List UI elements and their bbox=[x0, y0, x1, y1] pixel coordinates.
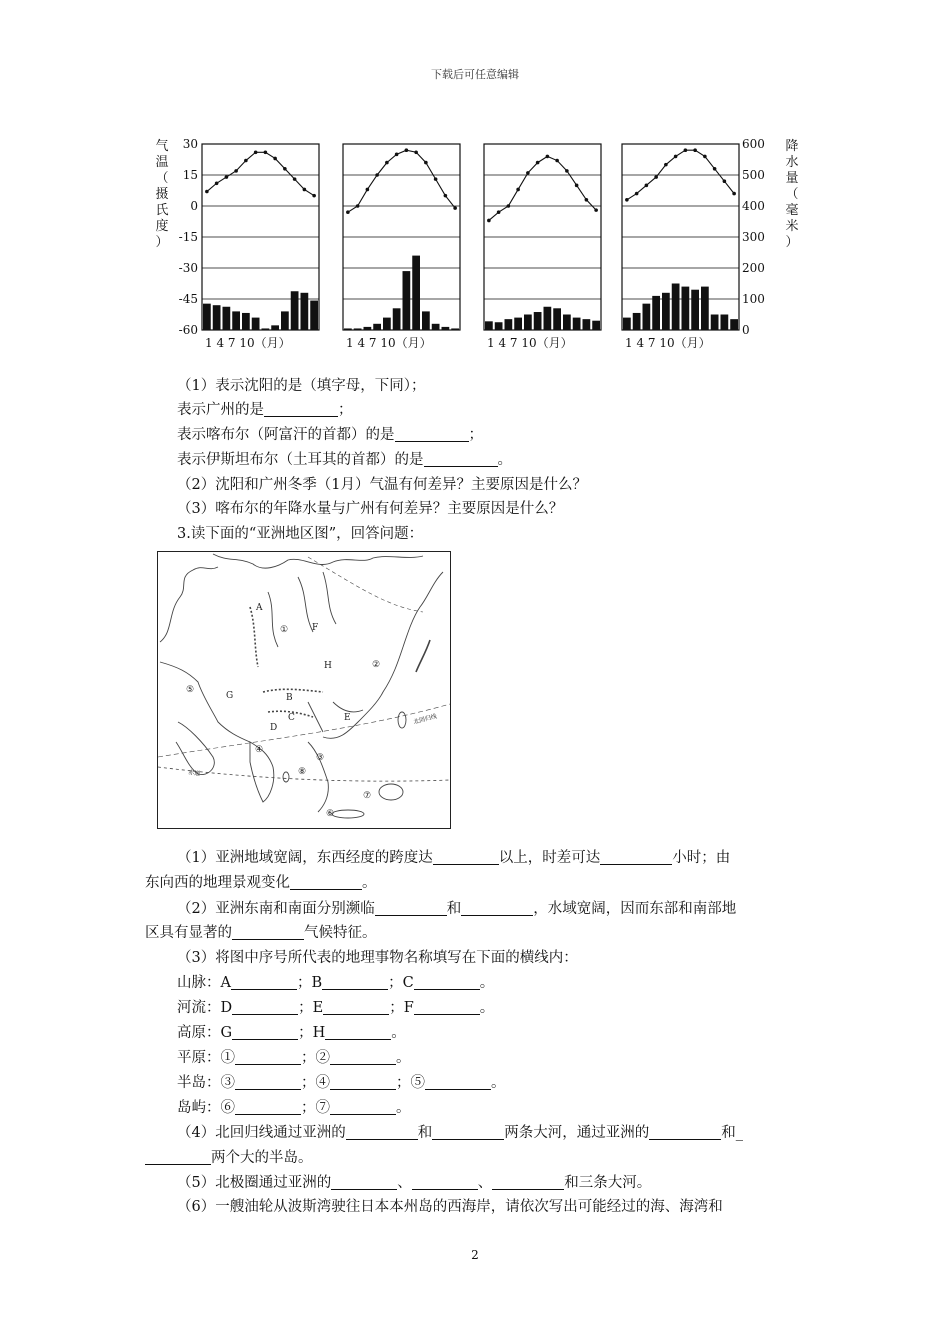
answer-blank[interactable] bbox=[235, 1048, 301, 1065]
q2-1: （1）表示沈阳的是（填字母，下同）； bbox=[177, 378, 426, 394]
precip-bar bbox=[403, 271, 411, 330]
temperature-point bbox=[434, 177, 438, 181]
temperature-point bbox=[536, 161, 540, 165]
q3-6: （6）一艘油轮从波斯湾驶往日本本州岛的西海岸，请依次写出可能经过的海、海湾和 bbox=[177, 1199, 723, 1215]
q3-title: 3.读下面的“亚洲地区图”，回答问题： bbox=[177, 526, 424, 542]
temperature-point bbox=[625, 198, 629, 202]
q3-1-line2: 东向西的地理景观变化 。 bbox=[145, 875, 377, 891]
precip-bar bbox=[495, 322, 503, 330]
temp-axis-title-char: ） bbox=[155, 235, 169, 250]
answer-blank[interactable] bbox=[649, 1123, 721, 1140]
precip-bar bbox=[432, 324, 440, 330]
precip-axis-title-char: ） bbox=[785, 235, 799, 250]
precip-axis-title-char: （ bbox=[785, 187, 799, 202]
answer-blank[interactable] bbox=[425, 1073, 491, 1090]
temperature-point bbox=[585, 198, 589, 202]
temperature-point bbox=[395, 153, 399, 157]
temperature-point bbox=[703, 155, 707, 159]
q3-plateaus: 高原：G ；H 。 bbox=[177, 1025, 406, 1041]
climate-charts bbox=[150, 130, 810, 360]
q3-4-line1: （4）北回归线通过亚洲的 和 两条大河，通过亚洲的 和_ bbox=[177, 1125, 743, 1141]
temperature-point bbox=[273, 157, 277, 161]
precip-bar bbox=[672, 284, 680, 331]
precip-bar bbox=[291, 291, 299, 330]
temperature-point bbox=[385, 161, 389, 165]
precip-bar bbox=[563, 315, 571, 331]
temperature-point bbox=[405, 148, 409, 152]
temperature-point bbox=[283, 167, 287, 171]
answer-blank[interactable] bbox=[264, 400, 338, 417]
q3-rivers: 河流：D ；E ；F 。 bbox=[177, 1000, 495, 1016]
precip-bar bbox=[232, 311, 240, 330]
answer-blank[interactable] bbox=[414, 973, 480, 990]
answer-blank[interactable] bbox=[414, 998, 480, 1015]
q2-2: （2）沈阳和广州冬季（1月）气温有何差异？主要原因是什么？ bbox=[177, 477, 587, 493]
temperature-point bbox=[693, 148, 697, 152]
precip-bar bbox=[354, 328, 362, 330]
precip-bar bbox=[262, 328, 270, 330]
answer-blank[interactable] bbox=[331, 1173, 397, 1190]
precip-bar bbox=[223, 307, 231, 330]
temp-tick-label: 30 bbox=[182, 137, 198, 151]
temperature-point bbox=[684, 148, 688, 152]
q3-islands: 岛屿：⑥ ；⑦ 。 bbox=[177, 1100, 411, 1116]
precip-bar bbox=[344, 328, 352, 330]
temperature-point bbox=[664, 163, 668, 167]
map-label-e: E bbox=[344, 713, 351, 723]
answer-blank[interactable] bbox=[232, 1023, 298, 1040]
temperature-point bbox=[645, 184, 649, 188]
q3-mountains: 山脉：A ；B ；C 。 bbox=[177, 975, 495, 991]
precip-bar bbox=[364, 327, 372, 330]
answer-blank[interactable] bbox=[395, 425, 469, 442]
temperature-point bbox=[713, 167, 717, 171]
temperature-point bbox=[293, 177, 297, 181]
answer-blank[interactable] bbox=[322, 973, 388, 990]
temperature-point bbox=[215, 181, 219, 185]
temperature-point bbox=[674, 155, 678, 159]
precip-bar bbox=[592, 321, 600, 330]
temperature-point bbox=[346, 210, 350, 214]
temperature-point bbox=[424, 161, 428, 165]
answer-blank[interactable] bbox=[375, 899, 447, 916]
answer-blank[interactable] bbox=[330, 1098, 396, 1115]
precip-tick-label: 300 bbox=[742, 230, 765, 244]
precip-bar bbox=[485, 321, 493, 330]
temperature-point bbox=[225, 175, 229, 179]
answer-blank[interactable] bbox=[145, 1148, 211, 1165]
month-axis-label: 1 4 7 10（月） bbox=[205, 336, 291, 350]
temperature-point bbox=[414, 150, 418, 154]
precip-tick-label: 600 bbox=[742, 137, 765, 151]
page-header: 下载后可任意编辑 bbox=[431, 68, 519, 81]
answer-blank[interactable] bbox=[235, 1098, 301, 1115]
precip-bar bbox=[662, 293, 670, 330]
precip-bar bbox=[242, 313, 250, 330]
precip-bar bbox=[422, 311, 430, 330]
answer-blank[interactable] bbox=[235, 1073, 301, 1090]
month-axis-label: 1 4 7 10（月） bbox=[625, 336, 711, 350]
tropic-label: 北回归线 bbox=[412, 712, 438, 726]
precip-bar bbox=[383, 318, 391, 330]
precip-bar bbox=[514, 318, 522, 330]
precip-bar bbox=[213, 305, 221, 330]
answer-blank[interactable] bbox=[412, 1173, 478, 1190]
answer-blank[interactable] bbox=[323, 998, 389, 1015]
precip-bar bbox=[271, 325, 279, 330]
temperature-point bbox=[732, 192, 736, 196]
temperature-point bbox=[635, 192, 639, 196]
temperature-point bbox=[244, 159, 248, 163]
q2-kabul: 表示喀布尔（阿富汗的首都）的是 ； bbox=[177, 427, 483, 443]
answer-blank[interactable] bbox=[461, 899, 533, 916]
answer-blank[interactable] bbox=[232, 998, 298, 1015]
temperature-point bbox=[453, 206, 457, 210]
precip-bar bbox=[451, 328, 459, 330]
q2-istanbul: 表示伊斯坦布尔（土耳其的首都）的是 。 bbox=[177, 452, 512, 468]
temperature-point bbox=[565, 169, 569, 173]
answer-blank[interactable] bbox=[325, 1023, 391, 1040]
temperature-point bbox=[526, 171, 530, 175]
answer-blank[interactable] bbox=[424, 450, 498, 467]
precip-axis-title-char: 降 bbox=[785, 139, 799, 154]
temperature-point bbox=[375, 173, 379, 177]
month-axis-label: 1 4 7 10（月） bbox=[487, 336, 573, 350]
temperature-point bbox=[444, 194, 448, 198]
precip-bar bbox=[281, 311, 289, 330]
temperature-line bbox=[207, 152, 314, 195]
precip-axis-title-char: 米 bbox=[785, 219, 799, 234]
precip-bar bbox=[373, 324, 381, 330]
map-label-7: ⑦ bbox=[363, 791, 372, 801]
precip-bar bbox=[633, 313, 641, 330]
temperature-point bbox=[366, 188, 370, 192]
q3-3: （3）将图中序号所代表的地理事物名称填写在下面的横线内： bbox=[177, 950, 578, 966]
temperature-point bbox=[205, 190, 209, 194]
precip-bar bbox=[252, 318, 260, 330]
q3-4-line2: 两个大的半岛。 bbox=[145, 1146, 313, 1170]
temp-axis-title-char: （ bbox=[155, 171, 169, 186]
temperature-point bbox=[356, 204, 360, 208]
map-label-b: B bbox=[286, 693, 293, 703]
precip-bar bbox=[544, 307, 552, 330]
precip-tick-label: 200 bbox=[742, 261, 765, 275]
precip-bar bbox=[505, 319, 513, 330]
map-label-6: ⑥ bbox=[326, 809, 335, 819]
answer-blank[interactable] bbox=[330, 1048, 396, 1065]
map-label-h: H bbox=[324, 661, 332, 671]
temp-axis-title-char: 温 bbox=[155, 155, 169, 170]
precip-tick-label: 100 bbox=[742, 292, 765, 306]
answer-blank[interactable] bbox=[231, 973, 297, 990]
precip-bar bbox=[721, 315, 729, 331]
q3-peninsulas: 半岛：③ ；④ ；⑤ 。 bbox=[177, 1075, 506, 1091]
temperature-point bbox=[487, 219, 491, 223]
q3-2-line1: （2）亚洲东南和南面分别濒临 和 ，水域宽阔，因而东部和南部地 bbox=[177, 901, 737, 917]
temperature-point bbox=[264, 150, 268, 154]
map-label-c: C bbox=[288, 713, 295, 723]
precip-bar bbox=[524, 315, 532, 331]
temperature-point bbox=[575, 184, 579, 188]
map-label-2: ② bbox=[372, 660, 381, 670]
temp-axis-title-char: 氏 bbox=[155, 203, 169, 218]
answer-blank[interactable] bbox=[346, 1123, 418, 1140]
temperature-point bbox=[654, 175, 658, 179]
answer-blank[interactable] bbox=[432, 1123, 504, 1140]
temperature-point bbox=[254, 150, 258, 154]
asia-map-drawing bbox=[158, 552, 450, 828]
temperature-point bbox=[507, 204, 511, 208]
q2-guangzhou: 表示广州的是 ； bbox=[177, 402, 353, 418]
map-label-1: ① bbox=[280, 625, 289, 635]
month-axis-label: 1 4 7 10（月） bbox=[346, 336, 432, 350]
precip-bar bbox=[711, 315, 719, 331]
precip-axis-title-char: 量 bbox=[785, 171, 799, 186]
temp-axis-title-char: 度 bbox=[155, 219, 169, 234]
temperature-line bbox=[489, 156, 596, 220]
map-label-5: ⑤ bbox=[186, 685, 195, 695]
asia-map bbox=[157, 551, 451, 829]
temperature-point bbox=[497, 210, 501, 214]
precip-tick-label: 0 bbox=[742, 323, 750, 337]
page-number: 2 bbox=[471, 1248, 479, 1262]
precip-axis-title-char: 毫 bbox=[785, 203, 799, 218]
precip-bar bbox=[691, 290, 699, 330]
precip-bar bbox=[310, 301, 318, 330]
temperature-point bbox=[303, 188, 307, 192]
answer-blank[interactable] bbox=[600, 848, 672, 865]
precip-bar bbox=[534, 312, 542, 330]
temp-tick-label: -15 bbox=[178, 230, 198, 244]
temp-tick-label: 15 bbox=[182, 168, 198, 182]
map-label-4: ④ bbox=[255, 745, 264, 755]
temp-tick-label: -60 bbox=[178, 323, 198, 337]
temperature-point bbox=[555, 159, 559, 163]
precip-bar bbox=[412, 256, 420, 330]
precip-axis-title-char: 水 bbox=[785, 155, 799, 170]
answer-blank[interactable] bbox=[232, 923, 304, 940]
precip-bar bbox=[553, 308, 561, 330]
q3-2-line2: 区具有显著的 气候特征。 bbox=[145, 925, 377, 941]
map-label-a: A bbox=[256, 603, 263, 613]
precip-tick-label: 500 bbox=[742, 168, 765, 182]
map-label-f: F bbox=[312, 623, 319, 633]
answer-blank[interactable] bbox=[290, 873, 362, 890]
temperature-point bbox=[234, 169, 238, 173]
temperature-point bbox=[594, 208, 598, 212]
map-label-8: ⑧ bbox=[298, 767, 307, 777]
precip-bar bbox=[623, 318, 631, 330]
q3-5: （5）北极圈通过亚洲的 、 、 和三条大河。 bbox=[177, 1175, 652, 1191]
temp-axis-title-char: 摄 bbox=[155, 187, 169, 202]
precip-bar bbox=[442, 327, 450, 330]
precip-bar bbox=[393, 308, 401, 330]
precip-tick-label: 400 bbox=[742, 199, 765, 213]
temp-axis-title-char: 气 bbox=[155, 139, 169, 154]
precip-bar bbox=[643, 304, 651, 330]
temperature-line bbox=[348, 150, 455, 212]
answer-blank[interactable] bbox=[433, 848, 499, 865]
temp-tick-label: -30 bbox=[178, 261, 198, 275]
temperature-point bbox=[546, 155, 550, 159]
map-label-g: G bbox=[226, 691, 234, 701]
precip-bar bbox=[701, 287, 709, 330]
answer-blank[interactable] bbox=[330, 1073, 396, 1090]
precip-bar bbox=[652, 296, 660, 330]
temperature-point bbox=[516, 188, 520, 192]
precip-bar bbox=[573, 318, 581, 330]
temperature-point bbox=[723, 179, 727, 183]
precip-bar bbox=[301, 293, 309, 330]
answer-blank[interactable] bbox=[492, 1173, 564, 1190]
temperature-point bbox=[312, 194, 316, 198]
equator-label: 赤道 bbox=[187, 769, 201, 778]
precip-bar bbox=[682, 287, 690, 330]
precip-bar bbox=[730, 319, 738, 330]
q2-3: （3）喀布尔的年降水量与广州有何差异？主要原因是什么？ bbox=[177, 501, 564, 517]
q3-plains: 平原：① ；② 。 bbox=[177, 1050, 411, 1066]
map-label-3: ③ bbox=[316, 753, 325, 763]
temp-tick-label: -45 bbox=[178, 292, 198, 306]
precip-bar bbox=[583, 319, 591, 330]
map-label-d: D bbox=[270, 723, 278, 733]
q3-1-line1: （1）亚洲地域宽阔，东西经度的跨度达 以上，时差可达 小时；由 bbox=[177, 850, 731, 866]
precip-bar bbox=[203, 304, 211, 330]
temp-tick-label: 0 bbox=[190, 199, 198, 213]
